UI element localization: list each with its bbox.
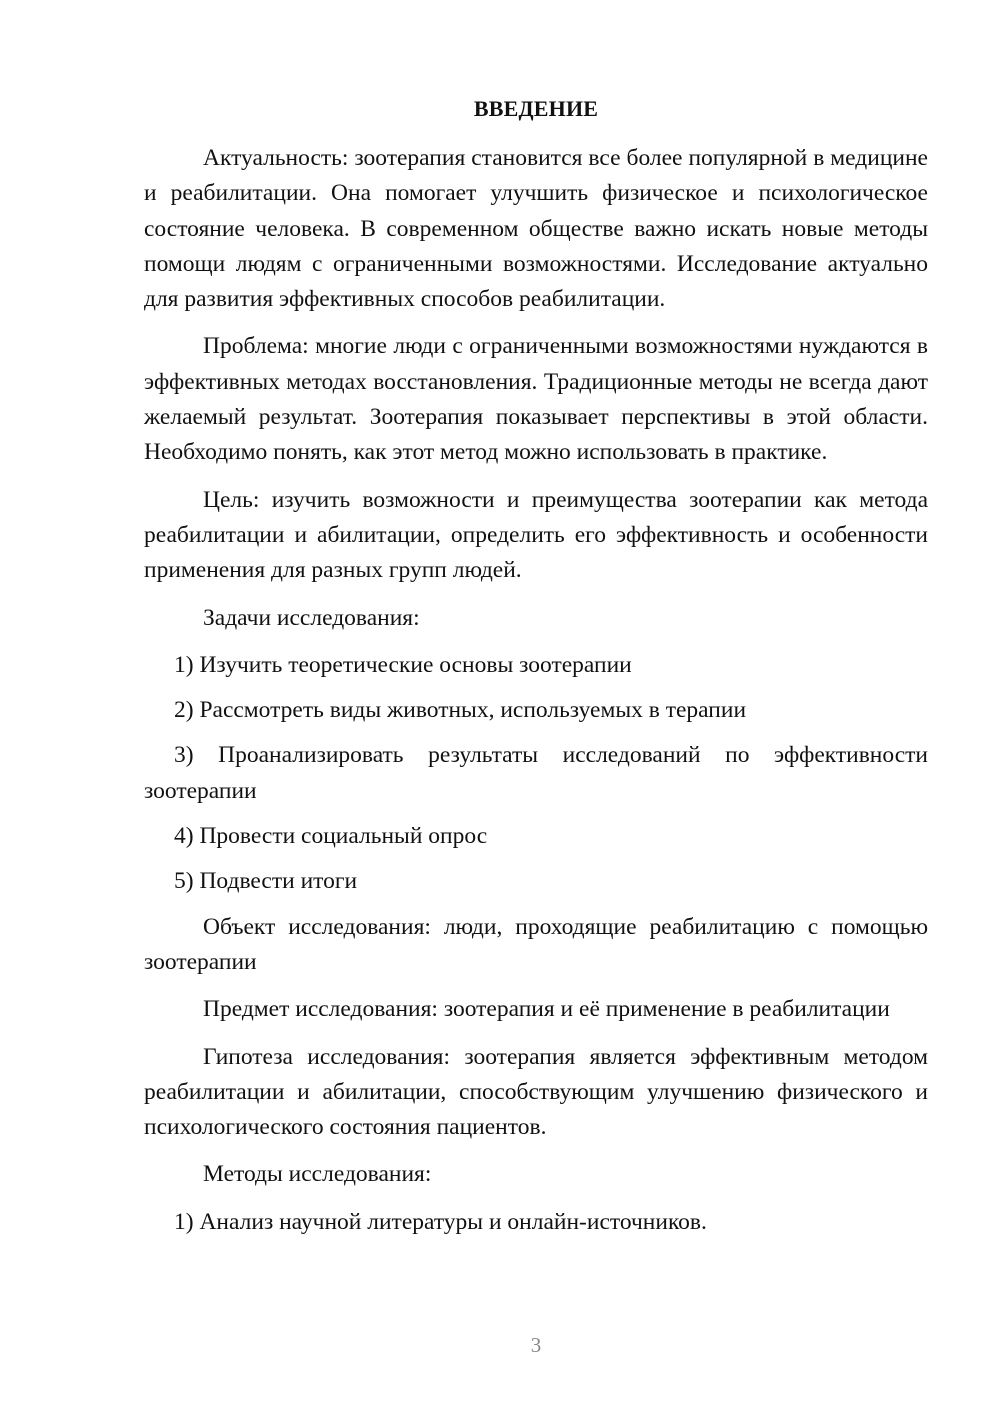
method-item: 1) Анализ научной литературы и онлайн-источников. xyxy=(174,1208,707,1235)
task-item: 4) Провести социальный опрос xyxy=(174,823,488,850)
section-title: ВВЕДЕНИЕ xyxy=(473,96,599,121)
goal-paragraph: Цель: изучить возможности и преимущества зоотерапии как метода реабилитации и абилитации, определить его эффективность и особенности применения для разных групп людей. xyxy=(144,486,928,584)
task-item: 5) Подвести итоги xyxy=(174,868,358,895)
tasks-heading: Задачи исследования: xyxy=(203,604,420,631)
object-paragraph: Объект исследования: люди, проходящие реабилитацию с помощью зоотерапии xyxy=(144,913,928,975)
methods-heading: Методы исследования: xyxy=(203,1161,432,1188)
document-body xyxy=(144,141,928,1250)
task-item: 3) Проанализировать результаты исследований по эффективности зоотерапии xyxy=(144,742,928,804)
page-number: 3 xyxy=(530,1333,542,1357)
task-item: 1) Изучить теоретические основы зоотерапии xyxy=(174,651,632,678)
subject-paragraph: Предмет исследования: зоотерапия и её применение в реабилитации xyxy=(203,996,890,1023)
hypothesis-paragraph: Гипотеза исследования: зоотерапия является эффективным методом реабилитации и абилитации, способствующим улучшению физического и психологического состояния пациентов. xyxy=(144,1043,928,1141)
problem-paragraph: Проблема: многие люди с ограниченными возможностями нуждаются в эффективных методах восстановления. Традиционные методы не всегда дают желаемый результат. Зоотерапия показывает перспективы в этой области. Необходимо понять, как этот метод можно использовать в практике. xyxy=(144,333,928,466)
task-item: 2) Рассмотреть виды животных, используемых в терапии xyxy=(174,697,747,724)
relevance-paragraph: Актуальность: зоотерапия становится все более популярной в медицине и реабилитации. Она помогает улучшить физическое и психологическое состояние человека. В современном обществе важно искать новые методы помощи людям с ограниченными возможностями. Исследование актуально для развития эффективных способов реабилитации. xyxy=(144,145,928,313)
